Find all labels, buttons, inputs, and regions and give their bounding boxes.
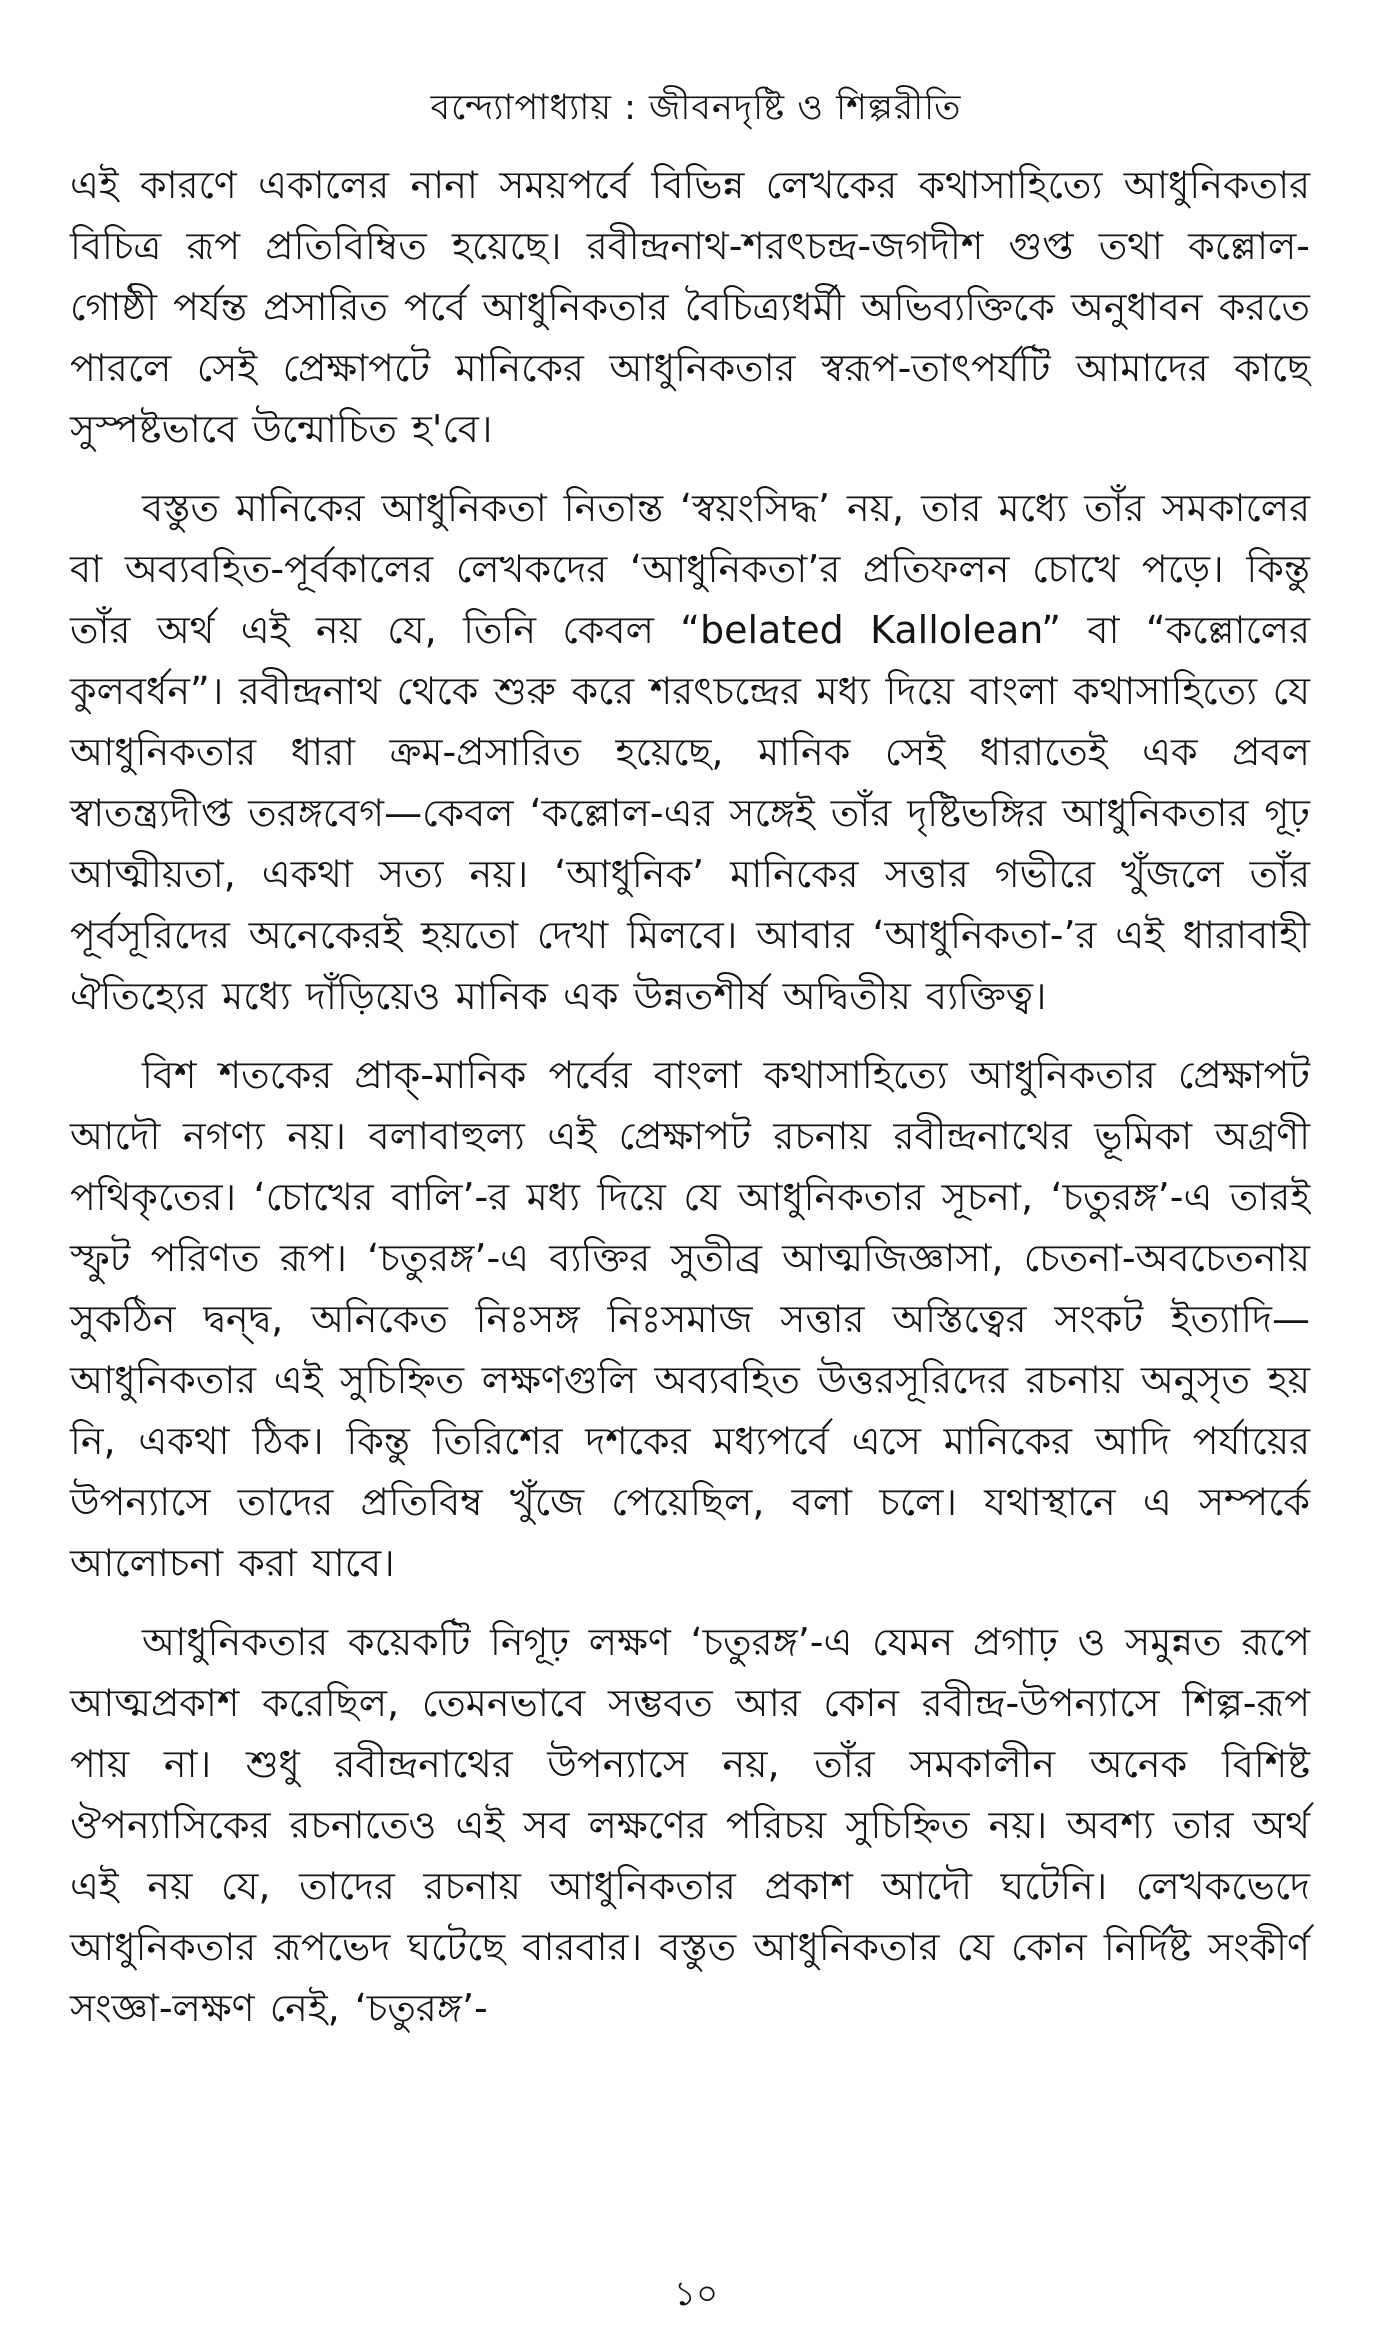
paragraph-4: আধুনিকতার কয়েকটি নিগূঢ় লক্ষণ ‘চতুরঙ্গ’-এ যেমন প্রগাঢ় ও সমুন্নত রূপে আত্মপ্রকাশ করেছিল, তেমনভাবে সম্ভবত আর কোন রবীন্দ্র-উপন্যাসে শিল্প-রূপ পায় না। শুধু রবীন্দ্রনাথের উপন্যাসে নয়, তাঁর সমকালীন অনেক বিশিষ্ট ঔপন্যাসিকের রচনাতেও এই সব লক্ষণের পরিচয় সুচিহ্নিত নয়। অবশ্য তার অর্থ এই নয় যে, তাদের রচনায় আধুনিকতার প্রকাশ আদৌ ঘটেনি। লেখকভেদে আধুনিকতার রূপভেদ ঘটেছে বারবার। বস্তুত আধুনিকতার যে কোন নির্দিষ্ট সংকীর্ণ সংজ্ঞা-লক্ষণ নেই, ‘চতুরঙ্গ’- <box>70 1620 1310 2030</box>
paragraph-2: বস্তুত মানিকের আধুনিকতা নিতান্ত ‘স্বয়ংসিদ্ধ’ নয়, তার মধ্যে তাঁর সমকালের বা অব্যবহিত-পূর্বকালের লেখকদের ‘আধুনিকতা’র প্রতিফলন চোখে পড়ে। কিন্তু তাঁর অর্থ এই নয় যে, তিনি কেবল “belated Kallolean” বা “কল্লোলের কুলবর্ধন”। রবীন্দ্রনাথ থেকে শুরু করে শরৎচন্দ্রের মধ্য দিয়ে বাংলা কথাসাহিত্যে যে আধুনিকতার ধারা ক্রম-প্রসারিত হয়েছে, মানিক সেই ধারাতেই এক প্রবল স্বাতন্ত্র্যদীপ্ত তরঙ্গবেগ—কেবল ‘কল্লোল-এর সঙ্গেই তাঁর দৃষ্টিভঙ্গির আধুনিকতার গূঢ় আত্মীয়তা, একথা সত্য নয়। ‘আধুনিক’ মানিকের সত্তার গভীরে খুঁজলে তাঁর পূর্বসূরিদের অনেকেরই হয়তো দেখা মিলবে। আবার ‘আধুনিকতা-’র এই ধারাবাহী ঐতিহ্যের মধ্যে দাঁড়িয়েও মানিক এক উন্নতশীর্ষ অদ্বিতীয় ব্যক্তিত্ব। <box>70 486 1310 1018</box>
page-number: ১০ <box>673 2274 719 2314</box>
paragraph-1: এই কারণে একালের নানা সময়পর্বে বিভিন্ন লেখকের কথাসাহিত্যে আধুনিকতার বিচিত্র রূপ প্রতিবিম্বিত হয়েছে। রবীন্দ্রনাথ-শরৎচন্দ্র-জগদীশ গুপ্ত তথা কল্লোল-গোষ্ঠী পর্যন্ত প্রসারিত পর্বে আধুনিকতার বৈচিত্র্যধর্মী অভিব্যক্তিকে অনুধাবন করতে পারলে সেই প্রেক্ষাপটে মানিকের আধুনিকতার স্বরূপ-তাৎপর্যটি আমাদের কাছে সুস্পষ্টভাবে উন্মোচিত হ'বে। <box>70 163 1310 451</box>
running-header: বন্দ্যোপাধ্যায় : জীবনদৃষ্টি ও শিল্পরীতি <box>430 88 962 128</box>
body-text <box>70 155 1310 2039</box>
paragraph-3: বিশ শতকের প্রাক্-মানিক পর্বের বাংলা কথাসাহিত্যে আধুনিকতার প্রেক্ষাপট আদৌ নগণ্য নয়। বলাবাহুল্য এই প্রেক্ষাপট রচনায় রবীন্দ্রনাথের ভূমিকা অগ্রণী পথিকৃতের। ‘চোখের বালি’-র মধ্য দিয়ে যে আধুনিকতার সূচনা, ‘চতুরঙ্গ’-এ তারই স্ফুট পরিণত রূপ। ‘চতুরঙ্গ’-এ ব্যক্তির সুতীব্র আত্মজিজ্ঞাসা, চেতনা-অবচেতনায় সুকঠিন দ্বন্দ্ব, অনিকেত নিঃসঙ্গ নিঃসমাজ সত্তার অস্তিত্বের সংকট ইত্যাদি—আধুনিকতার এই সুচিহ্নিত লক্ষণগুলি অব্যবহিত উত্তরসূরিদের রচনায় অনুসৃত হয় নি, একথা ঠিক। কিন্তু তিরিশের দশকের মধ্যপর্বে এসে মানিকের আদি পর্যায়ের উপন্যাসে তাদের প্রতিবিম্ব খুঁজে পেয়েছিল, বলা চলে। যথাস্থানে এ সম্পর্কে আলোচনা করা যাবে। <box>70 1053 1310 1585</box>
